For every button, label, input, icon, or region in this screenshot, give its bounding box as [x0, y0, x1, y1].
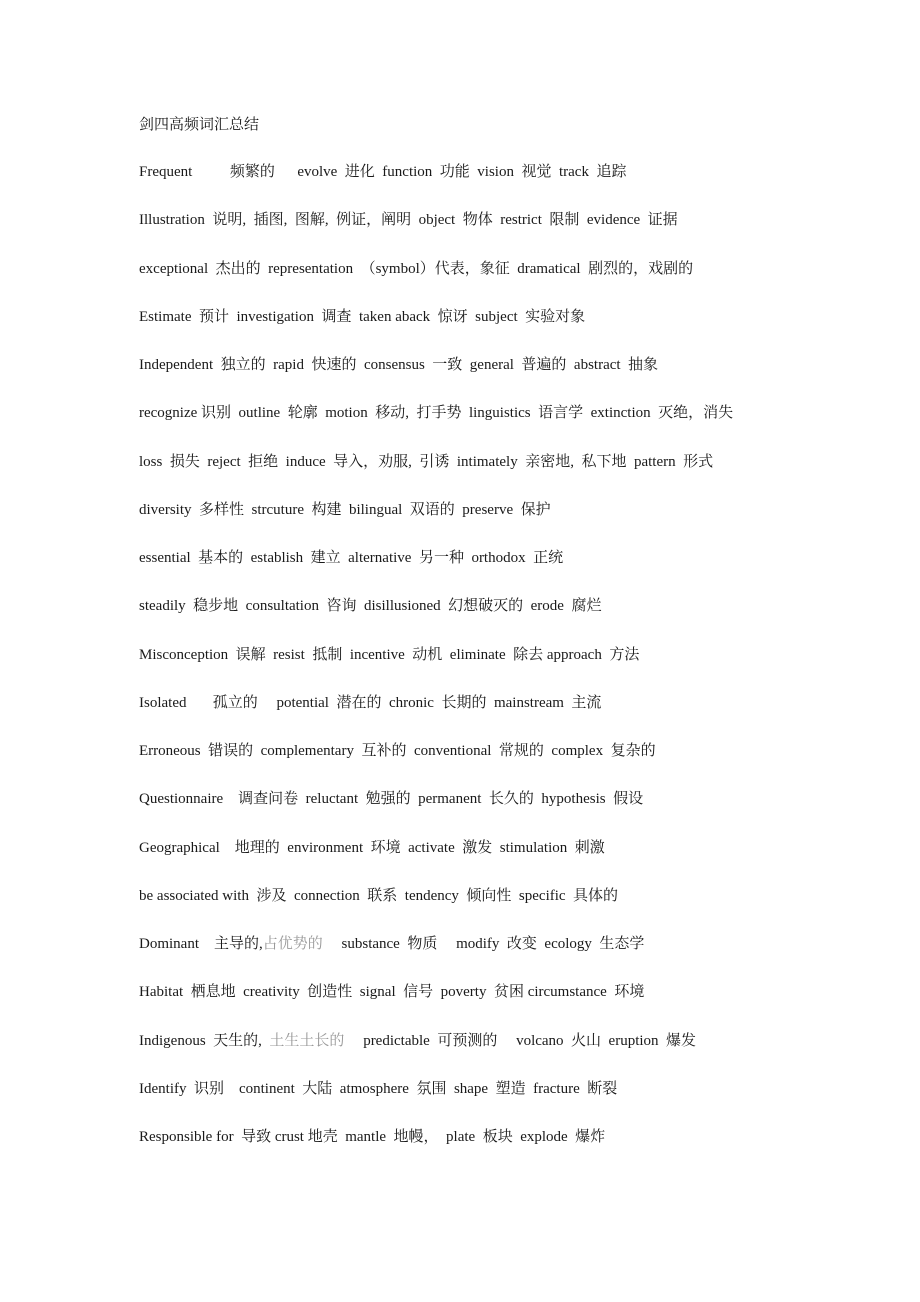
- vocab-text: essential 基本的 establish 建立 alternative 另一种 orthodox 正统: [139, 550, 564, 566]
- vocab-line: [139, 982, 644, 1002]
- vocab-line: [139, 1127, 605, 1147]
- vocab-text: Habitat 栖息地 creativity 创造性 signal 信号 poverty 贫困 circumstance 环境: [139, 984, 645, 1001]
- vocab-line: [139, 741, 656, 761]
- vocab-line: [139, 210, 678, 230]
- vocab-text: loss 损失 reject 拒绝 induce 导入，劝服, 引诱 intimately 亲密地, 私下地 pattern 形式: [139, 453, 714, 470]
- vocab-line: [139, 934, 644, 954]
- vocab-gray-text: 土生土长的: [269, 1032, 345, 1049]
- vocab-text: Frequent 频繁的 evolve 进化 function 功能 vision 视觉 track 追踪: [139, 164, 627, 180]
- vocab-text: Indigenous 天生的,: [139, 1032, 270, 1049]
- vocab-text: steadily 稳步地 consultation 咨询 disillusioned 幻想破灭的 erode 腐烂: [139, 598, 602, 615]
- vocab-line: [139, 307, 585, 327]
- vocab-line: [139, 452, 713, 472]
- vocab-text: be associated with 涉及 connection 联系 tendency 倾向性 specific 具体的: [139, 887, 619, 904]
- vocab-text: diversity 多样性 strcuture 构建 bilingual 双语的 preserve 保护: [139, 501, 551, 518]
- vocab-text: Geographical 地理的 environment 环境 activate 激发 stimulation 刺激: [139, 839, 605, 856]
- vocab-line: [139, 693, 601, 713]
- vocab-gray-text: 占优势的: [262, 936, 323, 952]
- vocab-text: Erroneous 错误的 complementary 互补的 conventional 常规的 complex 复杂的: [139, 743, 656, 759]
- vocab-line: [139, 645, 639, 665]
- vocab-line: [139, 259, 693, 279]
- vocab-line: [139, 1031, 696, 1051]
- vocab-text: recognize 识别 outline 轮廓 motion 移动, 打手势 linguistics 语言学 extinction 灭绝，消失: [139, 405, 734, 422]
- vocab-line: [139, 403, 733, 423]
- vocab-text: Responsible for 导致 crust 地壳 mantle 地幔， plate 板块 explode 爆炸: [139, 1129, 606, 1145]
- vocab-text: Independent 独立的 rapid 快速的 consensus 一致 general 普遍的 abstract 抽象: [139, 357, 659, 373]
- vocab-text: exceptional 杰出的 representation （symbol）代表，象征 dramatical 剧烈的，戏剧的: [139, 260, 694, 277]
- vocab-text: Misconception 误解 resist 抵制 incentive 动机 eliminate 除去 approach 方法: [139, 646, 640, 663]
- vocab-text: Identify 识别 continent 大陆 atmosphere 氛围 shape 塑造 fracture 断裂: [139, 1080, 618, 1097]
- document-title: 剑四高频词汇总结: [139, 115, 260, 133]
- vocab-text: predictable 可预测的 volcano 火山 eruption 爆发: [344, 1032, 697, 1049]
- vocab-text: Isolated 孤立的 potential 潜在的 chronic 长期的 mainstream 主流: [139, 694, 602, 711]
- vocab-line: [139, 355, 658, 375]
- vocab-line: [139, 548, 563, 568]
- vocab-text: Questionnaire 调查问卷 reluctant 勉强的 permanent 长久的 hypothesis 假设: [139, 791, 644, 808]
- vocab-text: substance 物质 modify 改变 ecology 生态学: [322, 936, 645, 952]
- vocab-line: [139, 500, 551, 520]
- vocab-line: [139, 162, 626, 182]
- vocab-line: [139, 789, 643, 809]
- vocab-text: Estimate 预计 investigation 调查 taken aback 惊讶 subject 实验对象: [139, 308, 586, 325]
- vocab-text: Dominant 主导的,: [139, 936, 263, 952]
- vocab-line: [139, 596, 601, 616]
- vocab-text: Illustration 说明, 插图, 图解, 例证，阐明 object 物体 restrict 限制 evidence 证据: [139, 212, 678, 229]
- vocab-line: [139, 838, 605, 858]
- vocab-line: [139, 886, 618, 906]
- vocab-line: [139, 1079, 617, 1099]
